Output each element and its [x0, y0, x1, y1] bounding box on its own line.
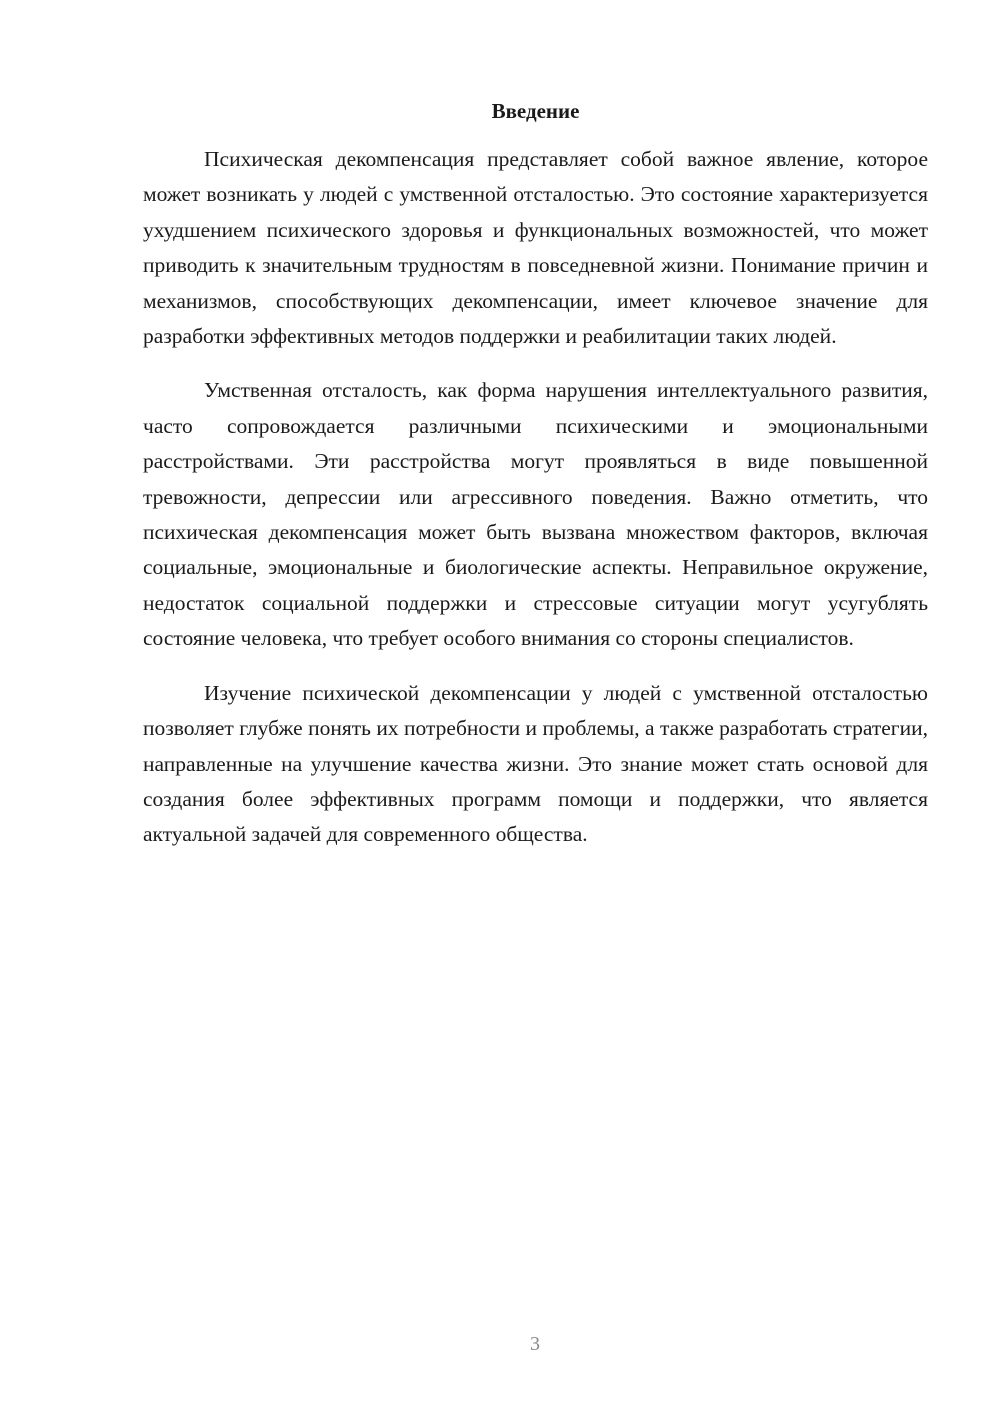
document-body — [143, 142, 928, 872]
paragraph-3: Изучение психической декомпенсации у людей с умственной отсталостью позволяет глубже понять их потребности и проблемы, а также разработать стратегии, направленные на улучшение качества жизни. Это знание может стать основой для создания более эффективных программ помощи и поддержки, что является актуальной задачей для современного общества. — [143, 680, 928, 847]
page-title: Введение — [491, 99, 580, 123]
page-number: 3 — [530, 1333, 540, 1355]
paragraph-2: Умственная отсталость, как форма нарушения интеллектуального развития, часто сопровождается различными психическими и эмоциональными расстройствами. Эти расстройства могут проявляться в виде повышенной тревожности, депрессии или агрессивного поведения. Важно отметить, что психическая декомпенсация может быть вызвана множеством факторов, включая социальные, эмоциональные и биологические аспекты. Неправильное окружение, недостаток социальной поддержки и стрессовые ситуации могут усугублять состояние человека, что требует особого внимания со стороны специалистов. — [143, 378, 928, 651]
paragraph-1: Психическая декомпенсация представляет собой важное явление, которое может возникать у людей с умственной отсталостью. Это состояние характеризуется ухудшением психического здоровья и функциональных возможностей, что может приводить к значительным трудностям в повседневной жизни. Понимание причин и механизмов, способствующих декомпенсации, имеет ключевое значение для разработки эффективных методов поддержки и реабилитации таких людей. — [143, 147, 928, 349]
